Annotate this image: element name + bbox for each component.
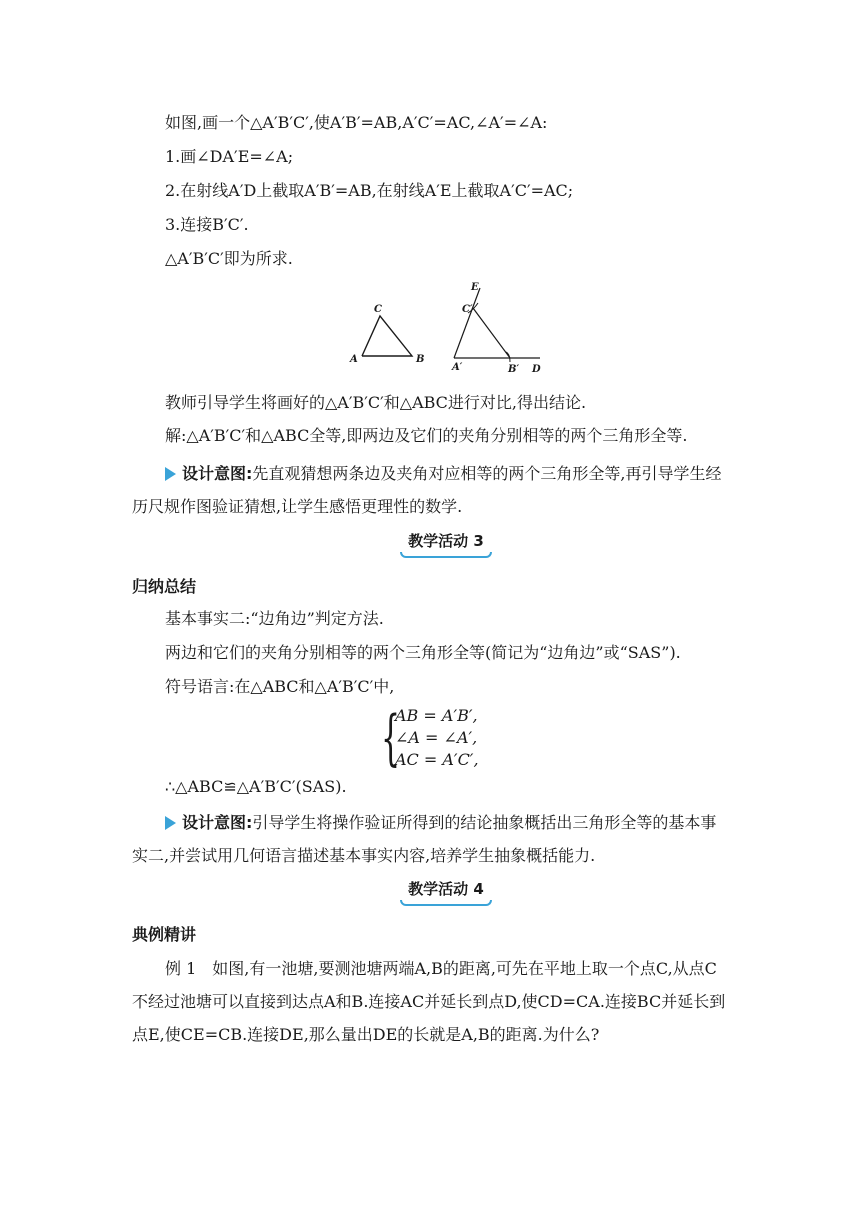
example-heading: 典例精讲 [132,925,197,944]
triangles-figure [340,282,560,374]
activity-4-title: 教学活动 4 [408,880,484,898]
design-intent-label: 设计意图: [182,464,253,483]
activity-3-banner [400,528,492,558]
label-b-prime: B′ [508,364,520,374]
play-triangle-icon [165,816,176,830]
banner-underline [400,900,492,906]
construction-step-1: 1.画∠DA′E=∠A; [165,147,294,166]
design-intent-label: 设计意图: [182,813,253,832]
fact-statement: 两边和它们的夹角分别相等的两个三角形全等(简记为“边角边”或“SAS”). [165,643,681,662]
eq-row: AC = A′C′, [395,750,479,769]
label-c-prime: C′ [462,304,473,315]
label-e: E [471,282,479,293]
label-b: B [416,354,425,365]
eq-row: ∠A = ∠A′, [395,728,478,747]
solution-line: 解:△A′B′C′和△ABC全等,即两边及它们的夹角分别相等的两个三角形全等. [165,426,688,445]
fact-title: 基本事实二:“边角边”判定方法. [165,609,384,628]
conclusion-line: ∴△ABC≌△A′B′C′(SAS). [165,777,347,796]
label-d: D [532,364,541,374]
equation-system [381,703,479,773]
label-a-prime: A′ [452,362,463,373]
summary-heading: 归纳总结 [132,577,197,596]
construction-intro: 如图,画一个△A′B′C′,使A′B′=AB,A′C′=AC,∠A′=∠A: [165,113,548,132]
construction-step-2: 2.在射线A′D上截取A′B′=AB,在射线A′E上截取A′C′=AC; [165,181,574,200]
label-a: A [350,354,358,365]
brace: { [381,703,401,773]
triangle-a-prime [451,282,541,374]
teacher-guide: 教师引导学生将画好的△A′B′C′和△ABC进行对比,得出结论. [165,393,587,412]
label-c: C [374,304,382,315]
play-triangle-icon [165,467,176,481]
activity-3-title: 教学活动 3 [408,532,484,550]
design-intent-text: 先直观猜想两条边及夹角对应相等的两个三角形全等,再引导学生经历尺规作图验证猜想,让学生感悟更理性的数学. [132,464,722,516]
construction-step-3: 3.连接B′C′. [165,215,249,234]
symbol-language: 符号语言:在△ABC和△A′B′C′中, [165,677,395,696]
design-intent-1 [132,457,732,523]
design-intent-text: 引导学生将操作验证所得到的结论抽象概括出三角形全等的基本事实二,并尝试用几何语言描述基本事实内容,培养学生抽象概括能力. [132,813,717,865]
activity-4-banner [400,876,492,906]
construction-result: △A′B′C′即为所求. [165,249,293,268]
triangle-abc [349,304,424,365]
example-1-text: 例 1 如图,有一池塘,要测池塘两端A,B的距离,可先在平地上取一个点C,从点C不经过池塘可以直接到达点A和B.连接AC并延长到点D,使CD=CA.连接BC并延长到点E,使CE=CB.连接DE,那么量出DE的长就是A,B的距离.为什么? [132,959,726,1044]
banner-underline [400,552,492,558]
eq-row: AB = A′B′, [395,706,478,725]
design-intent-2 [132,806,732,872]
